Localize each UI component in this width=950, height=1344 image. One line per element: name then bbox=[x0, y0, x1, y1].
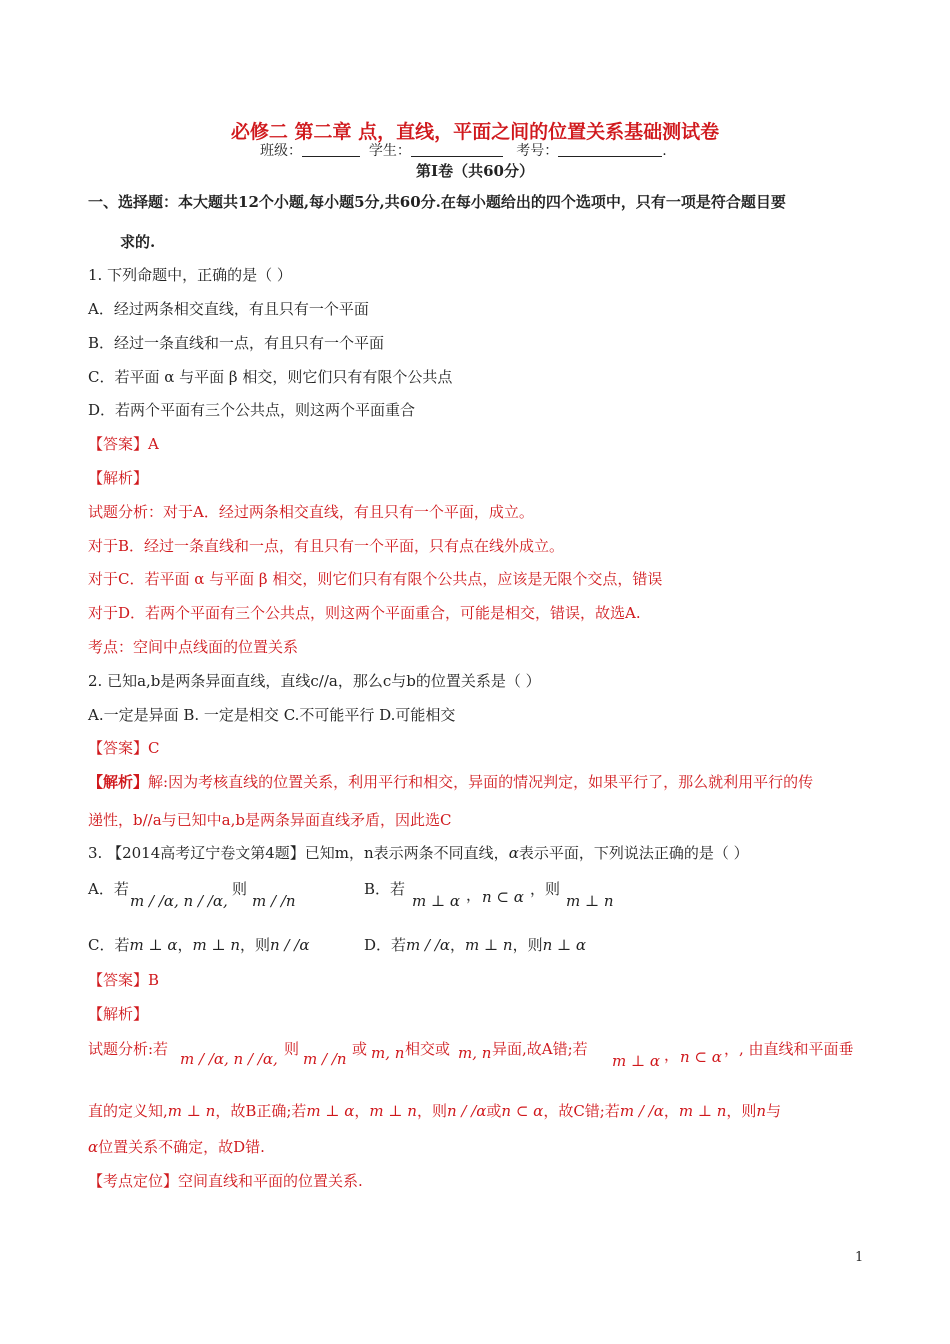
q2-analysis-text-1: 解:因为考核直线的位置关系，利用平行和相交，异面的情况判定，如果平行了，那么就利用平行的传 bbox=[148, 773, 814, 791]
q3-an2-text-a: 直的定义知, bbox=[88, 1102, 168, 1120]
q3-an1-math5: m ⊥ α bbox=[612, 1052, 660, 1070]
q3-an2-text-b: ，故B正确;若 bbox=[215, 1102, 307, 1120]
q3-option-d-math2: m ⊥ n bbox=[465, 936, 513, 954]
q2-answer: 【答案】C bbox=[88, 739, 160, 757]
q3-an1-or: 或 bbox=[352, 1040, 368, 1058]
student-label: 学生： bbox=[368, 143, 411, 159]
q3-option-b-math1: m ⊥ α bbox=[412, 892, 460, 910]
q3-option-d-sep: ， bbox=[450, 936, 466, 954]
q3-an2-text-f: ，故C错;若 bbox=[543, 1102, 620, 1120]
q2-analysis-label: 【解析】 bbox=[88, 773, 149, 791]
q3-an1-math1: m / /α, n / /α, bbox=[180, 1050, 278, 1068]
student-blank[interactable] bbox=[411, 142, 503, 157]
q3-an2-math6: m / /α bbox=[619, 1102, 664, 1120]
q2-stem: 2. 已知a,b是两条异面直线，直线c//a，那么c与b的位置关系是（ ） bbox=[88, 672, 541, 690]
q1-point: 考点：空间中点线面的位置关系 bbox=[88, 638, 299, 656]
q2-analysis-1 bbox=[88, 772, 813, 792]
q1-stem: 1. 下列命题中，正确的是（ ） bbox=[88, 266, 292, 284]
section-title: 第Ⅰ卷（共60分） bbox=[416, 162, 534, 180]
q3-an2-math4: n / /α bbox=[446, 1102, 487, 1120]
q3-point: 【考点定位】空间直线和平面的位置关系. bbox=[88, 1172, 363, 1190]
q3-an2-math7: m ⊥ n bbox=[678, 1102, 727, 1120]
q2-options: A.一定是异面 B. 一定是相交 C.不可能平行 D.可能相交 bbox=[88, 706, 456, 724]
class-label: 班级： bbox=[260, 143, 302, 159]
student-info-line bbox=[260, 140, 667, 160]
q3-option-b-math3: m ⊥ n bbox=[566, 892, 614, 910]
q3-option-c-math3: n / /α bbox=[270, 936, 310, 954]
q3-an1-math2: m / /n bbox=[303, 1050, 347, 1068]
q1-analysis-4: 对于D．若两个平面有三个公共点，则这两个平面重合，可能是相交，错误，故选A. bbox=[88, 604, 641, 622]
instructions-line-2: 求的. bbox=[120, 233, 156, 251]
q3-option-d-math3: n ⊥ α bbox=[542, 936, 587, 954]
q3-alpha: α bbox=[508, 844, 519, 862]
q1-option-a: A．经过两条相交直线，有且只有一个平面 bbox=[88, 300, 369, 318]
q3-an2 bbox=[88, 1100, 781, 1121]
id-blank[interactable] bbox=[558, 142, 662, 157]
q3-option-a-then: 则 bbox=[232, 880, 248, 898]
q3-stem-b: 表示平面，下列说法正确的是（ ） bbox=[518, 844, 749, 862]
q3-option-c-label: C．若 bbox=[88, 936, 130, 954]
q3-an3-math1: α bbox=[88, 1138, 99, 1156]
q1-analysis-1: 试题分析：对于A．经过两条相交直线，有且只有一个平面，成立。 bbox=[88, 503, 534, 521]
document-title: 必修二 第二章 点，直线，平面之间的位置关系基础测试卷 bbox=[230, 121, 720, 143]
q1-analysis-2: 对于B．经过一条直线和一点，有且只有一个平面，只有点在线外成立。 bbox=[88, 537, 565, 555]
q3-option-b-then: ，则 bbox=[530, 880, 561, 898]
q3-option-a-label: A．若 bbox=[88, 880, 129, 898]
q3-option-d-then: ，则 bbox=[512, 936, 543, 954]
q3-option-c-math1: m ⊥ α bbox=[129, 936, 178, 954]
id-label: 考号： bbox=[516, 143, 559, 159]
q3-an1-text-b: 异面,故A错;若 bbox=[492, 1040, 588, 1058]
q3-an2-text-g: ， bbox=[663, 1102, 679, 1120]
q3-an1-math6: n ⊂ α bbox=[680, 1048, 722, 1066]
q1-option-d: D．若两个平面有三个公共点，则这两个平面重合 bbox=[88, 401, 416, 419]
page-number: 1 bbox=[855, 1250, 864, 1265]
instructions-line-1: 一、选择题：本大题共12个小题,每小题5分,共60分.在每小题给出的四个选项中，只有一项是符合题目要 bbox=[88, 193, 786, 211]
q1-analysis-3: 对于C．若平面 α 与平面 β 相交，则它们只有有限个公共点，应该是无限个交点，错误 bbox=[88, 570, 663, 588]
q1-option-b: B．经过一条直线和一点，有且只有一个平面 bbox=[88, 334, 385, 352]
q1-option-c: C．若平面 α 与平面 β 相交，则它们只有有限个公共点 bbox=[88, 368, 453, 386]
q3-an1-then: 则 bbox=[284, 1040, 300, 1058]
q3-an2-math3: m ⊥ n bbox=[369, 1102, 417, 1120]
q3-an3 bbox=[88, 1136, 265, 1157]
q3-option-c-math2: m ⊥ n bbox=[192, 936, 241, 954]
q3-an2-text-c: ， bbox=[354, 1102, 370, 1120]
q3-an1-math4: m, n bbox=[458, 1044, 492, 1062]
q3-an2-math2: m ⊥ α bbox=[306, 1102, 355, 1120]
q3-an3-text: 位置关系不确定，故D错. bbox=[98, 1138, 265, 1156]
q3-option-b-label: B．若 bbox=[364, 880, 406, 898]
q3-option-a-math2: m / /n bbox=[252, 892, 296, 910]
q3-an2-text-h: ，则 bbox=[726, 1102, 757, 1120]
q2-analysis-2: 递性，b//a与已知中a,b是两条异面直线矛盾，因此选C bbox=[88, 811, 452, 829]
q3-option-b-comma: ， bbox=[466, 886, 482, 904]
class-blank[interactable] bbox=[302, 142, 360, 157]
q3-an2-math5: n ⊂ α bbox=[501, 1102, 544, 1120]
q1-analysis-label: 【解析】 bbox=[88, 469, 149, 487]
q3-answer: 【答案】B bbox=[88, 971, 160, 989]
q3-option-b-math2: n ⊂ α bbox=[482, 888, 524, 906]
q3-stem-a: 3. 【2014高考辽宁卷文第4题】已知m，n表示两条不同直线， bbox=[88, 844, 509, 862]
q3-an1-text-c: ， bbox=[664, 1046, 680, 1064]
q3-option-c-sep: ， bbox=[177, 936, 193, 954]
q3-an2-text-e: 或 bbox=[486, 1102, 502, 1120]
q3-option-d bbox=[364, 934, 586, 955]
q3-an1-math3: m, n bbox=[371, 1044, 405, 1062]
q3-option-a-math1: m / /α, n / /α, bbox=[130, 892, 228, 910]
q3-an1-text-a: 试题分析:若 bbox=[88, 1040, 169, 1058]
q1-answer: 【答案】A bbox=[88, 435, 159, 453]
id-end: . bbox=[662, 143, 667, 159]
q3-an2-text-d: ，则 bbox=[416, 1102, 447, 1120]
q3-an2-math1: m ⊥ n bbox=[167, 1102, 216, 1120]
q3-an1-text-d: ，, 由直线和平面垂 bbox=[724, 1040, 854, 1058]
q3-an2-text-i: 与 bbox=[766, 1102, 782, 1120]
q3-analysis-label: 【解析】 bbox=[88, 1005, 149, 1023]
q3-option-c-then: ，则 bbox=[240, 936, 271, 954]
q3-an1-inter: 相交或 bbox=[405, 1040, 451, 1058]
q3-stem bbox=[88, 843, 749, 863]
q3-an2-math8: n bbox=[756, 1102, 767, 1120]
q3-option-c bbox=[88, 934, 309, 955]
q3-option-d-label: D．若 bbox=[364, 936, 407, 954]
q3-option-d-math1: m / /α bbox=[406, 936, 451, 954]
